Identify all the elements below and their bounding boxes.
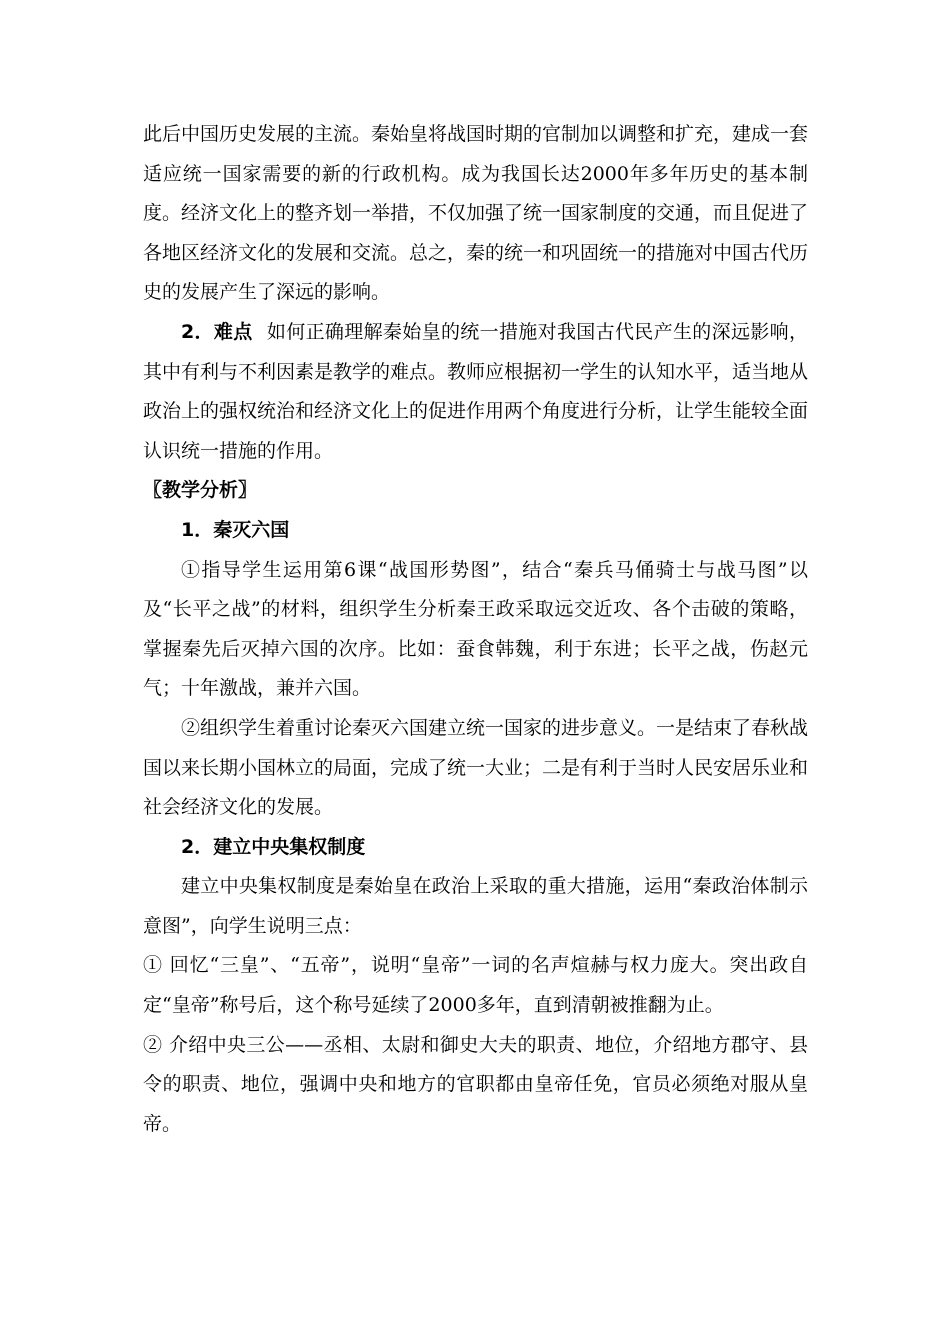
teaching-analysis-heading: 〖教学分析〗: [143, 479, 258, 502]
paragraph-difficulty: [143, 313, 808, 471]
section1-heading: 1．秦灭六国: [181, 518, 290, 541]
difficulty-text: 如何正确理解秦始皇的统一措施对我国古代民产生的深远影响，其中有利与不利因素是教学的难点。教师应根据初一学生的认知水平，适当地从政治上的强权统治和经济文化上的促进作用两个角度进行分析，让学生能较全面认识统一措施的作用。: [143, 320, 809, 462]
difficulty-label: 2．难点: [181, 320, 253, 343]
paragraph-qin-unification-influence: 此后中国历史发展的主流。秦始皇将战国时期的官制加以调整和扩充，建成一套适应统一国家需要的新的行政机构。成为我国长达2000年多年历史的基本制度。经济文化上的整齐划一举措，不仅加强了统一国家制度的交通，而且促进了各地区经济文化的发展和交流。总之，秦的统一和巩固统一的措施对中国古代历史的发展产生了深远的影响。: [143, 123, 809, 304]
section2-paragraph-1: 建立中央集权制度是秦始皇在政治上采取的重大措施，运用“秦政治体制示意图”，向学生说明三点：: [143, 875, 808, 937]
section2-paragraph-3: ② 介绍中央三公——丞相、太尉和御史大夫的职责、地位，介绍地方郡守、县令的职责、地位，强调中央和地方的官职都由皇帝任免，官员必须绝对服从皇帝。: [143, 1033, 808, 1135]
section2-paragraph-2: ① 回忆“三皇”、“五帝”，说明“皇帝”一词的名声煊赫与权力庞大。突出政自定“皇帝”称号后，这个称号延续了2000多年，直到清朝被推翻为止。: [143, 954, 808, 1017]
section1-paragraph-1: ①指导学生运用第6课“战国形势图”，结合“秦兵马俑骑士与战马图”以及“长平之战”的材料，组织学生分析秦王政采取远交近攻、各个击破的策略，掌握秦先后灭掉六国的次序。比如：蚕食韩魏，利于东进；长平之战，伤赵元气；十年激战，兼并六国。: [143, 558, 808, 700]
section2-heading: 2．建立中央集权制度: [181, 835, 366, 858]
section1-paragraph-2: ②组织学生着重讨论秦灭六国建立统一国家的进步意义。一是结束了春秋战国以来长期小国林立的局面，完成了统一大业；二是有利于当时人民安居乐业和社会经济文化的发展。: [143, 716, 809, 819]
document-body: [143, 115, 808, 1144]
